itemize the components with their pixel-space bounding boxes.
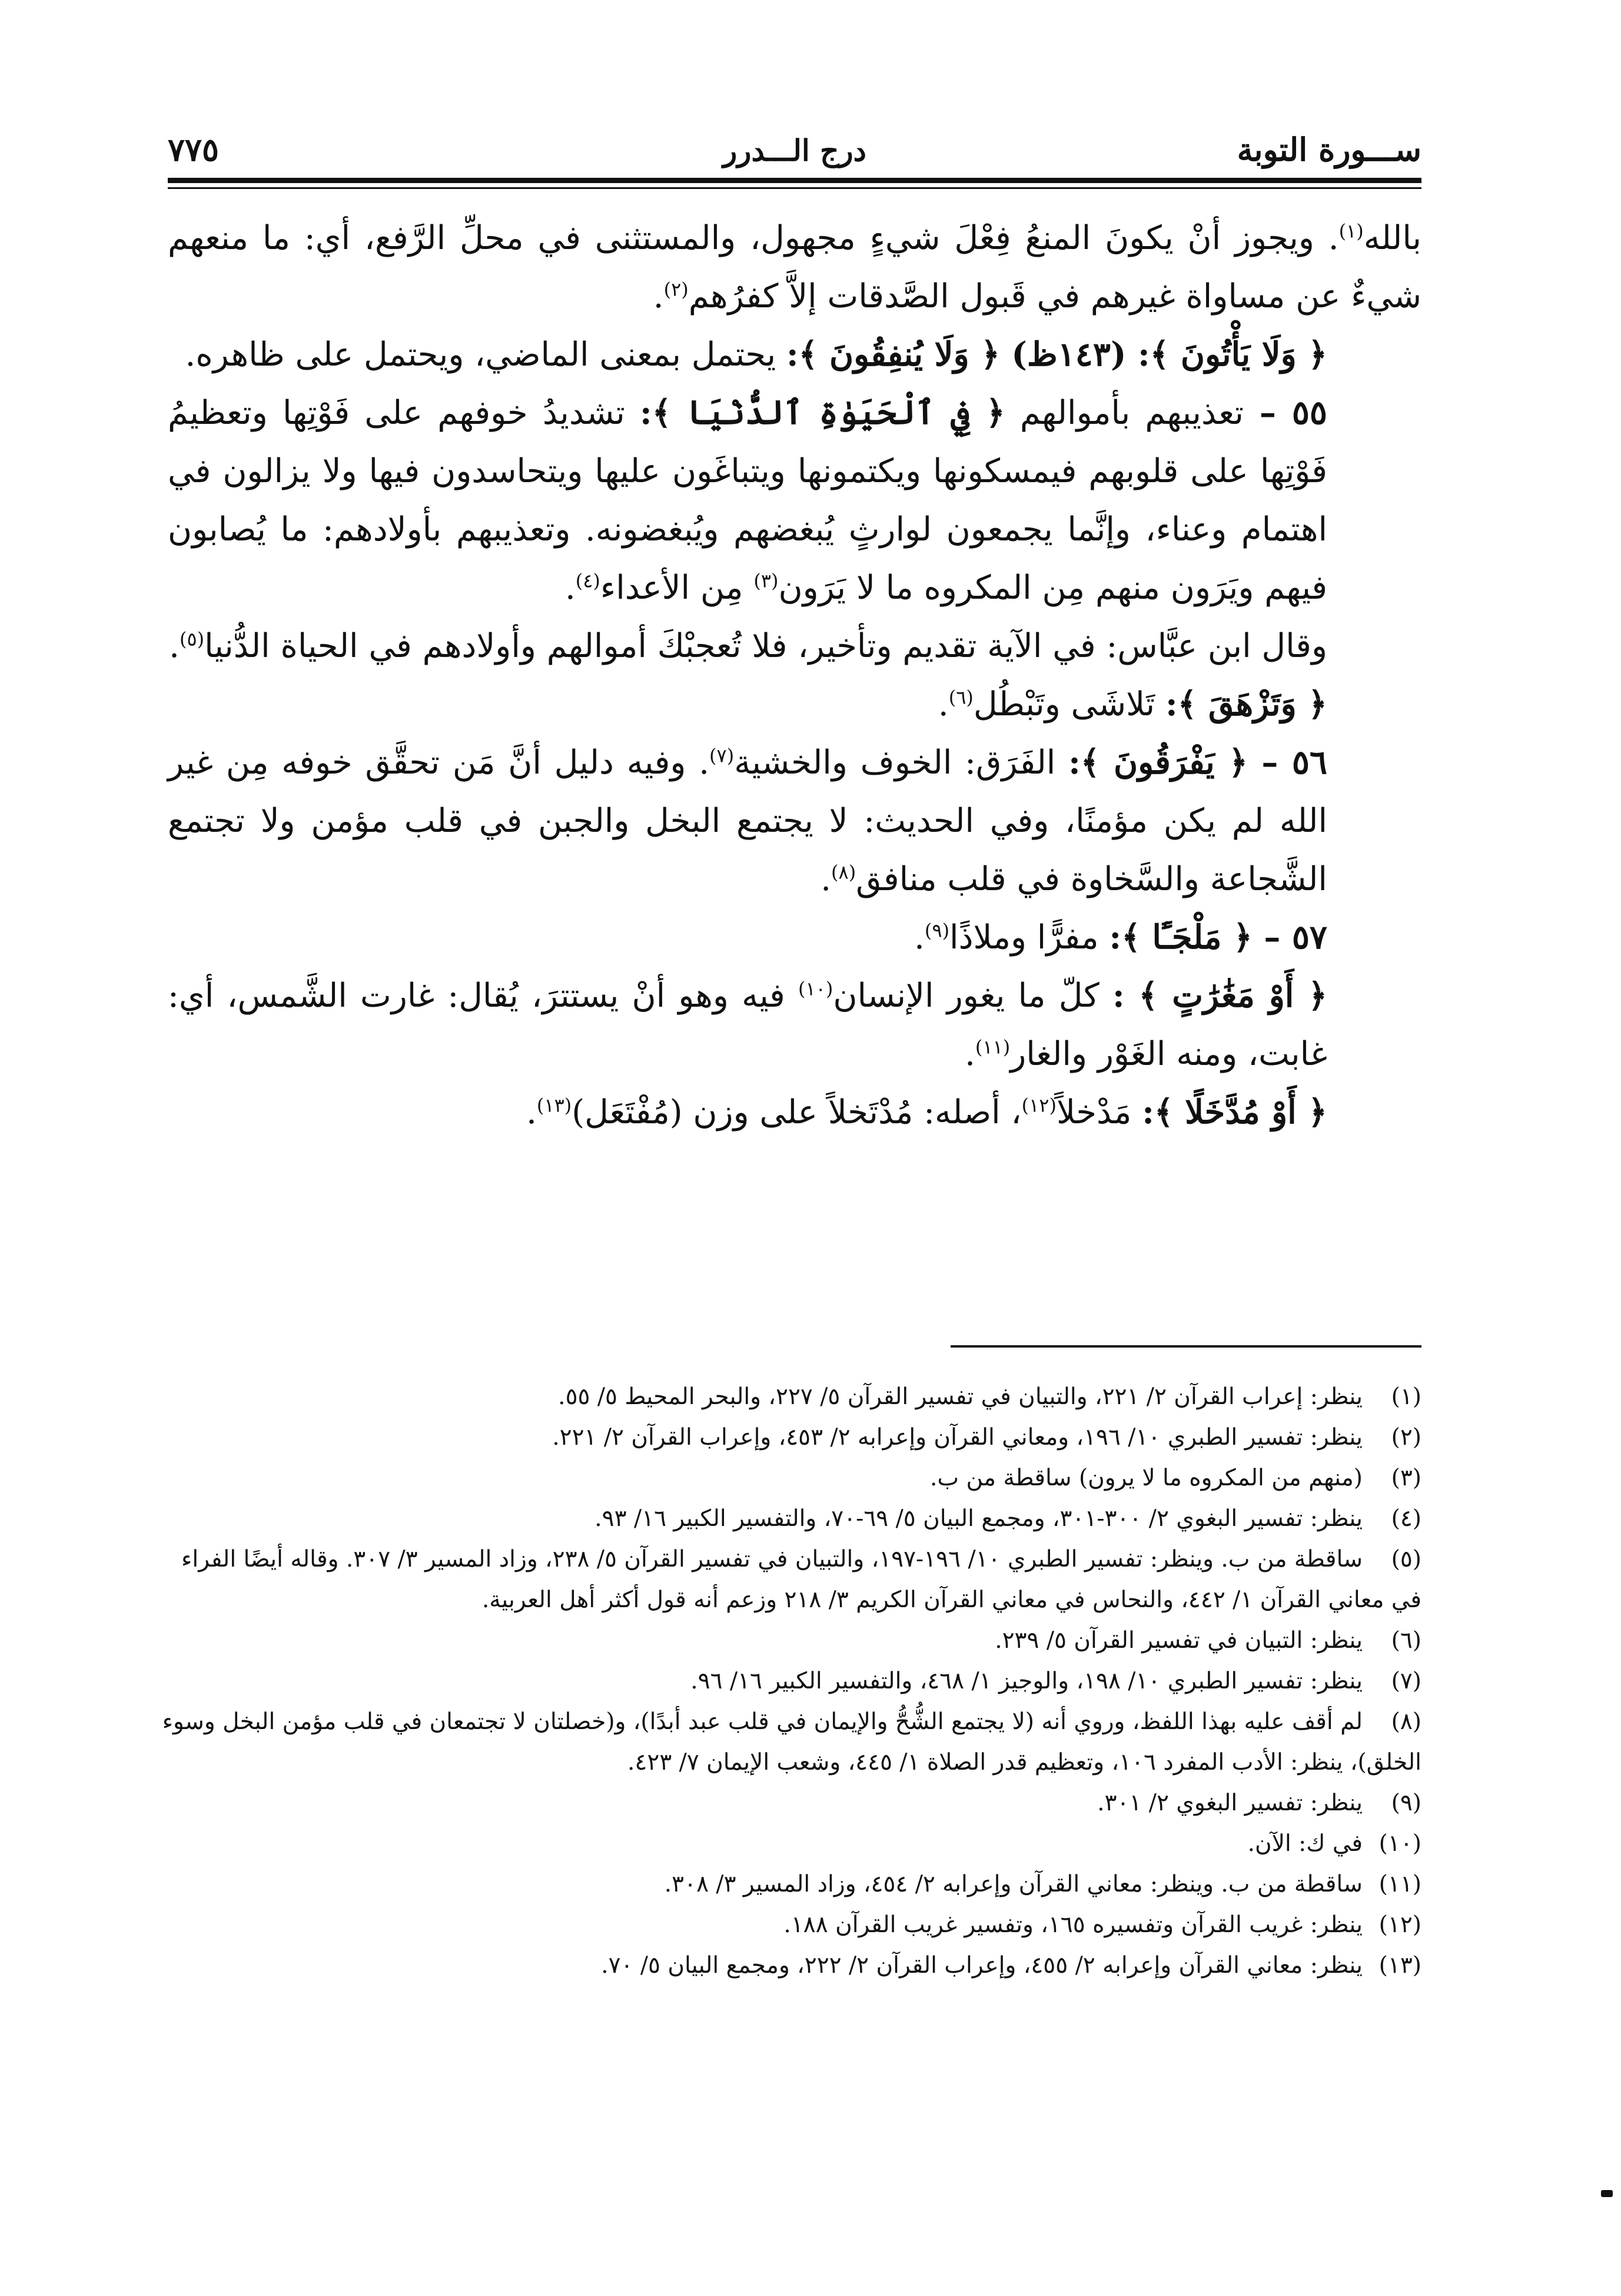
paragraph-1: بالله$^{(١)}$. ويجوز أنْ يكونَ المنعُ فِعْلَ شيءٍ مجهول، والمستثنى في محلِّ الرَّفع، أي: ما منعهم شيءٌ عن مساواة غيرهم في قَبول الصَّدقات إلاَّ كفرُهم$^{(٢)}$. [168, 219, 1421, 316]
footnote-text: ساقطة من ب. وينظر: معاني القرآن وإعرابه ٢/ ٤٥٤، وزاد المسير ٣/ ٣٠٨. [664, 1871, 1363, 1897]
footnote-item [159, 1701, 1421, 1783]
footnote-ref: (١٣) [536, 1094, 572, 1117]
paragraph-6: ٥٦ – ﴿ يَفْرَقُونَ ﴾: الفَرَق: الخوف والخشية$^{(٧)}$. وفيه دليل أنَّ مَن تحقَّق خوفه مِن غير الله لم يكن مؤمنًا، وفي الحديث: لا يجتمع البخل والجبن في قلب مؤمن ولا تجتمع الشَّجاعة والسَّخاوة في قلب منافق$^{(٨)}$. [168, 743, 1327, 898]
header-rule-thin [168, 187, 1421, 189]
footnote-item [159, 1864, 1421, 1905]
footnote-ref: (٦) [948, 686, 974, 709]
footnote-separator [951, 1345, 1421, 1348]
footnote-number: (٩) [1391, 1790, 1421, 1816]
footnote-text: ينظر: إعراب القرآن ٢/ ٢٢١، والتبيان في تفسير القرآن ٥/ ٢٢٧، والبحر المحيط ٥/ ٥٥. [558, 1383, 1363, 1410]
footnote-ref: (١٠) [798, 977, 833, 1000]
footnote-number: (١١) [1378, 1871, 1421, 1897]
footnote-number: (٥) [1391, 1546, 1421, 1572]
footnote-number: (١٠) [1378, 1830, 1421, 1857]
footnote-item [159, 1905, 1421, 1945]
quran-verse: ﴿ وَتَزْهَقَ ﴾: [1165, 685, 1327, 724]
quran-verse: ﴿ أَوْ مَغَٰرَٰتٍ ﴾ : [1112, 976, 1327, 1015]
footnote-number: (١) [1391, 1383, 1421, 1410]
footnote-ref: (٣) [753, 569, 779, 592]
page-header [168, 131, 1421, 178]
footnote-number: (٨) [1391, 1708, 1421, 1735]
footnote-ref: (٤) [575, 569, 600, 592]
footnote-ref: (٨) [831, 861, 856, 884]
footnote-item [159, 1620, 1421, 1661]
footnote-text: ينظر: التبيان في تفسير القرآن ٥/ ٢٣٩. [995, 1627, 1363, 1654]
quran-verse: ﴿ فِي ٱلْحَيَوٰةِ ٱلدُّنْيَا ﴾: [640, 393, 1005, 432]
paragraph-5: ﴿ وَتَزْهَقَ ﴾: تَلاشَى وتَبْطُل$^{(٦)}$. [938, 685, 1327, 724]
footnote-item [159, 1498, 1421, 1539]
footnote-item [159, 1458, 1421, 1498]
footnote-text: في ك: الآن. [1247, 1830, 1363, 1857]
page-number: ٧٧٥ [168, 131, 220, 168]
verse-number: ٥٦ – [1247, 743, 1327, 782]
footnote-text: ساقطة من ب. وينظر: تفسير الطبري ١٠/ ١٩٦-١٩٧، والتبيان في تفسير القرآن ٥/ ٢٣٨، وزاد المسير ٣/ ٣٠٧. وقاله أيضًا الفراء في معاني القرآن ١/ ٤٤٢، والنحاس في معاني القرآن الكريم ٣/ ٢١٨ وزعم أنه قول أكثر أهل العربية. [181, 1546, 1421, 1613]
footnote-text: ينظر: غريب القرآن وتفسيره ١٦٥، وتفسير غريب القرآن ١٨٨. [783, 1912, 1363, 1938]
footnote-item [159, 1661, 1421, 1701]
footnote-item [159, 1783, 1421, 1823]
footnote-item [159, 1945, 1421, 1986]
paragraph-3: ٥٥ – تعذيبهم بأموالهم ﴿ فِي ٱلْحَيَوٰةِ ٱلدُّنْيَا ﴾: تشديدُ خوفهم على فَوْتِها وتعظيمُ فَوْتِها على قلوبهم فيمسكونها ويكتمونها ويتباغَون عليها ويتحاسدون فيها ولا يزالون في اهتمام وعناء، وإنَّما يجمعون لوارثٍ يُبغضهم ويُبغضونه. وتعذيبهم بأولادهم: ما يُصابون فيهم ويَرَون منهم مِن المكروه ما لا يَرَون$^{(٣)}$ مِن الأعداء$^{(٤)}$. [168, 393, 1327, 607]
paragraph-2: ﴿ وَلَا يَأْتُونَ ﴾: (١٤٣ظ) ﴿ وَلَا يُنفِقُونَ ﴾: يحتمل بمعنى الماضي، ويحتمل على ظاهره. [185, 335, 1327, 374]
footnote-number: (٦) [1391, 1627, 1421, 1654]
footnote-ref: (٩) [924, 919, 950, 942]
footnote-item [159, 1417, 1421, 1458]
footnote-number: (١٣) [1378, 1952, 1421, 1979]
footnote-text: (منهم من المكروه ما لا يرون) ساقطة من ب. [929, 1465, 1363, 1491]
main-text [168, 209, 1421, 1142]
footnote-ref: (٧) [709, 744, 735, 767]
verse-number: ٥٧ – [1252, 918, 1327, 957]
paragraph-8: ﴿ أَوْ مَغَٰرَٰتٍ ﴾ : كلّ ما يغور الإنسان$^{(١٠)}$ فيه وهو أنْ يستترَ، يُقال: غارت الشَّمس، أي: غابت، ومنه الغَوْر والغار$^{(١١)}$. [168, 976, 1327, 1073]
footnote-text: ينظر: تفسير البغوي ٢/ ٣٠٠-٣٠١، ومجمع البيان ٥/ ٦٩-٧٠، والتفسير الكبير ١٦/ ٩٣. [594, 1505, 1363, 1532]
surah-title: ســـورة التوبة [1237, 131, 1421, 168]
header-rule-thick [168, 178, 1421, 183]
book-title: درج الـــدرر [723, 133, 866, 168]
footnote-number: (٣) [1391, 1465, 1421, 1491]
footnote-item [159, 1376, 1421, 1417]
footnote-ref: (٥) [179, 628, 205, 651]
paragraph-4: وقال ابن عبَّاس: في الآية تقديم وتأخير، فلا تُعجبْكَ أموالهم وأولادهم في الحياة الدُّنيا$^{(٥)}$. [169, 627, 1327, 665]
footnote-item [159, 1539, 1421, 1620]
quran-verse: ﴿ مَلْجَـًٔا ﴾: [1109, 918, 1253, 957]
quran-verse: ﴿ وَلَا يَأْتُونَ ﴾: (١٤٣ظ) ﴿ وَلَا يُنفِقُونَ ﴾: [786, 335, 1327, 374]
footnote-number: (١٢) [1378, 1912, 1421, 1938]
paragraph-7: ٥٧ – ﴿ مَلْجَـًٔا ﴾: مفرًّا وملاذًا$^{(٩)}$. [914, 918, 1327, 957]
footnote-text: ينظر: تفسير الطبري ١٠/ ١٩٨، والوجيز ١/ ٤٦٨، والتفسير الكبير ١٦/ ٩٦. [690, 1668, 1363, 1694]
paragraph-9: ﴿ أَوْ مُدَّخَلًا ﴾: مَدْخلاً$^{(١٢)}$، أصله: مُدْتَخلاً على وزن (مُفْتَعَل)$^{(١٣)}$. [526, 1093, 1327, 1132]
footnote-number: (٧) [1391, 1668, 1421, 1694]
footnote-number: (٢) [1391, 1424, 1421, 1451]
footnote-text: لم أقف عليه بهذا اللفظ، وروي أنه (لا يجتمع الشُّحُّ والإيمان في قلب عبد أبدًا)، و(خصلتان لا تجتمعان في قلب مؤمن البخل وسوء الخلق)، ينظر: الأدب المفرد ١٠٦، وتعظيم قدر الصلاة ١/ ٤٤٥، وشعب الإيمان ٧/ ٤٢٣. [162, 1708, 1421, 1776]
footnote-text: ينظر: تفسير الطبري ١٠/ ١٩٦، ومعاني القرآن وإعرابه ٢/ ٤٥٣، وإعراب القرآن ٢/ ٢٢١. [552, 1424, 1363, 1451]
footnote-text: ينظر: معاني القرآن وإعرابه ٢/ ٤٥٥، وإعراب القرآن ٢/ ٢٢٢، ومجمع البيان ٥/ ٧٠. [601, 1952, 1363, 1979]
footnote-ref: (١٢) [1021, 1094, 1057, 1117]
footnote-text: ينظر: تفسير البغوي ٢/ ٣٠١. [1097, 1790, 1363, 1816]
footnote-number: (٤) [1391, 1505, 1421, 1532]
footnote-item [159, 1823, 1421, 1864]
quran-verse: ﴿ أَوْ مُدَّخَلًا ﴾: [1142, 1093, 1327, 1132]
quran-verse: ﴿ يَفْرَقُونَ ﴾: [1068, 743, 1248, 782]
footnote-ref: (٢) [663, 278, 689, 301]
footnote-ref: (١١) [975, 1036, 1011, 1059]
footnotes [159, 1376, 1421, 1986]
scan-mark [1601, 2190, 1613, 2197]
verse-number: ٥٥ – [1243, 393, 1327, 432]
footnote-ref: (١) [1338, 220, 1364, 243]
